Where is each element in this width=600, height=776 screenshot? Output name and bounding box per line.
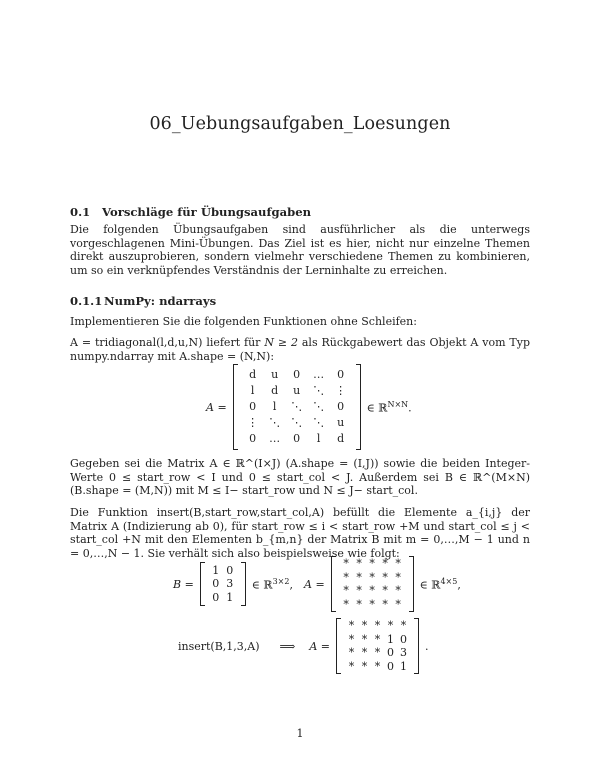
matrix-entry: * [356, 597, 362, 611]
matrix-entry: * [374, 659, 381, 673]
matrix-entry: 0 [226, 563, 234, 577]
insert-paragraph: Die Funktion insert(B,start_row,start_col,A) befüllt die Elemente a_{i,j} der Matrix A (Indizierung ab 0), für start_row ≤ i < start_row +M und start_col ≤ j < start_col +N mit den Elementen b_{m,n} der Matrix B mit m = 0,…,M − 1 und n = 0,…,N − 1. Sie verhält sich also beispielsweise wie folgt: [70, 506, 530, 561]
section-heading [70, 205, 311, 219]
suffix-sup: 4×5 [440, 576, 458, 586]
matrix-entry: * [369, 557, 375, 570]
matrix-entry: 0 [249, 400, 257, 413]
matrix-entry: ⋱ [269, 416, 281, 429]
matrix-b-entries [205, 564, 241, 605]
matrix-result-entries [341, 619, 414, 673]
matrix-entry: 1 [212, 563, 220, 577]
matrix-a-label: A = [206, 400, 227, 414]
matrix-entry: l [316, 432, 321, 445]
matrix-entry: u [337, 416, 345, 429]
matrix-entry: * [356, 557, 362, 570]
matrix-result-suffix: . [425, 639, 429, 653]
matrix-entry: d [249, 368, 257, 381]
matrix-entry: * [395, 584, 401, 597]
implies-arrow: ⟹ [279, 639, 296, 653]
matrix-entry: 1 [387, 632, 394, 646]
matrix-entry: * [361, 632, 368, 646]
matrix-entry: * [382, 584, 388, 597]
matrix-entry: * [374, 646, 381, 659]
task-intro: Implementieren Sie die folgenden Funktionen ohne Schleifen: [70, 315, 417, 328]
matrix-entry: 0 [387, 646, 394, 659]
matrix-entry: * [374, 619, 381, 632]
matrix-entry: * [361, 619, 368, 632]
matrix-a-stars [304, 556, 461, 612]
tridiagonal-matrix [206, 364, 412, 450]
matrix-entry: * [356, 584, 362, 597]
suffix-end: , [289, 578, 293, 592]
matrix-entry: * [356, 570, 362, 584]
matrix-entry: * [343, 570, 349, 584]
matrix-a2-entries [336, 557, 409, 611]
suffix-end: , [457, 578, 461, 592]
matrix-entry: 0 [337, 368, 345, 381]
matrix-entry: * [369, 584, 375, 597]
page-number: 1 [296, 727, 304, 740]
matrix-a2-label: A = [304, 577, 325, 591]
matrix-entry: ⋮ [335, 384, 347, 397]
suffix-text: ∈ ℝ [251, 578, 273, 592]
matrix-entry: 0 [387, 659, 394, 673]
suffix-end: . [408, 401, 412, 415]
matrix-entry: … [269, 432, 281, 445]
matrix-entry: u [293, 384, 301, 397]
insert-call: insert(B,1,3,A) [178, 639, 260, 653]
matrix-entry: ⋱ [313, 384, 325, 397]
matrix-entry: * [343, 597, 349, 611]
matrix-entry: ⋮ [247, 416, 259, 429]
tridiagonal-description [70, 336, 530, 363]
matrix-entry: d [337, 432, 345, 445]
matrix-entry: * [382, 570, 388, 584]
suffix-sup: N×N [387, 399, 409, 409]
matrix-entry: * [395, 570, 401, 584]
matrix-entry: * [374, 632, 381, 646]
subsection-number: 0.1.1 [70, 294, 103, 308]
matrix-entry: ⋱ [291, 400, 303, 413]
matrix-entry: u [271, 368, 279, 381]
matrix-entry: * [369, 570, 375, 584]
matrix-entry: 0 [293, 432, 301, 445]
tridiag-text-b: N ≥ 2 [264, 336, 298, 349]
matrix-entry: ⋱ [313, 416, 325, 429]
matrix-entry: * [348, 659, 355, 673]
matrix-entry: d [271, 384, 279, 397]
matrix-a2-suffix [414, 577, 461, 592]
suffix-text: ∈ ℝ [419, 578, 441, 592]
matrix-entry: 3 [226, 577, 234, 591]
matrix-b-label: B = [173, 577, 194, 591]
intro-paragraph: Die folgenden Übungsaufgaben sind ausführlicher als die unterwegs vorgeschlagenen Mini-Übungen. Das Ziel ist es hier, nicht nur einzelne Themen direkt auszuprobieren, sondern vielmehr verschiedene Themen zu kombinieren, um so ein verknüpfendes Verständnis der Lerninhalte zu erreichen. [70, 223, 530, 278]
matrix-entry: * [348, 632, 355, 646]
matrix-entry: ⋱ [313, 400, 325, 413]
matrix-entry: 0 [249, 432, 257, 445]
matrix-b [173, 562, 293, 606]
matrix-entry: … [313, 368, 325, 381]
matrix-result-label: A = [309, 639, 330, 653]
matrix-entry: 0 [212, 577, 220, 591]
suffix-sup: 3×2 [272, 576, 290, 586]
matrix-entry: ⋱ [291, 416, 303, 429]
matrix-entry: * [343, 557, 349, 570]
matrix-entry: * [343, 584, 349, 597]
matrix-entry: * [382, 557, 388, 570]
matrix-entry: 0 [337, 400, 345, 413]
matrix-entry: * [348, 619, 355, 632]
insert-example [178, 618, 429, 674]
matrix-entry: 1 [226, 590, 234, 604]
matrix-a-entries [238, 367, 356, 447]
section-number: 0.1 [70, 205, 91, 219]
matrix-entry: * [361, 659, 368, 673]
matrix-entry: * [361, 646, 368, 659]
suffix-text: ∈ ℝ [366, 401, 388, 415]
matrix-entry: 0 [400, 632, 407, 646]
matrix-entry: 1 [400, 659, 407, 673]
given-paragraph: Gegeben sei die Matrix A ∈ ℝ^(I×J) (A.shape = (I,J)) sowie die beiden Integer-Werte 0 ≤ start_row < I und 0 ≤ start_col < J. Außerdem sei B ∈ ℝ^(M×N) (B.shape = (M,N)) mit M ≤ I− start_row und N ≤ J− start_col. [70, 457, 530, 498]
subsection-heading [70, 294, 216, 308]
matrix-entry: * [348, 646, 355, 659]
matrix-entry: * [387, 619, 394, 632]
matrix-entry: * [395, 597, 401, 611]
matrix-entry: * [400, 619, 407, 632]
matrix-b-suffix [246, 577, 293, 592]
matrix-entry: * [382, 597, 388, 611]
matrix-entry: 3 [400, 646, 407, 659]
document-title: 06_Uebungsaufgaben_Loesungen [149, 114, 451, 134]
matrix-entry: l [272, 400, 277, 413]
matrix-entry: 0 [212, 590, 220, 604]
matrix-entry: 0 [293, 368, 301, 381]
subsection-title: NumPy: ndarrays [104, 294, 217, 308]
matrix-entry: l [250, 384, 255, 397]
tridiag-text-c: als Rückgabewert das Objekt A vom Typ numpy.ndarray mit A.shape = (N,N): [70, 336, 531, 363]
tridiag-text-a: A = tridiagonal(l,d,u,N) liefert für [70, 336, 261, 349]
matrix-entry: * [395, 557, 401, 570]
matrix-entry: * [369, 597, 375, 611]
matrix-a-suffix [361, 400, 412, 415]
section-title: Vorschläge für Übungsaufgaben [102, 205, 311, 219]
